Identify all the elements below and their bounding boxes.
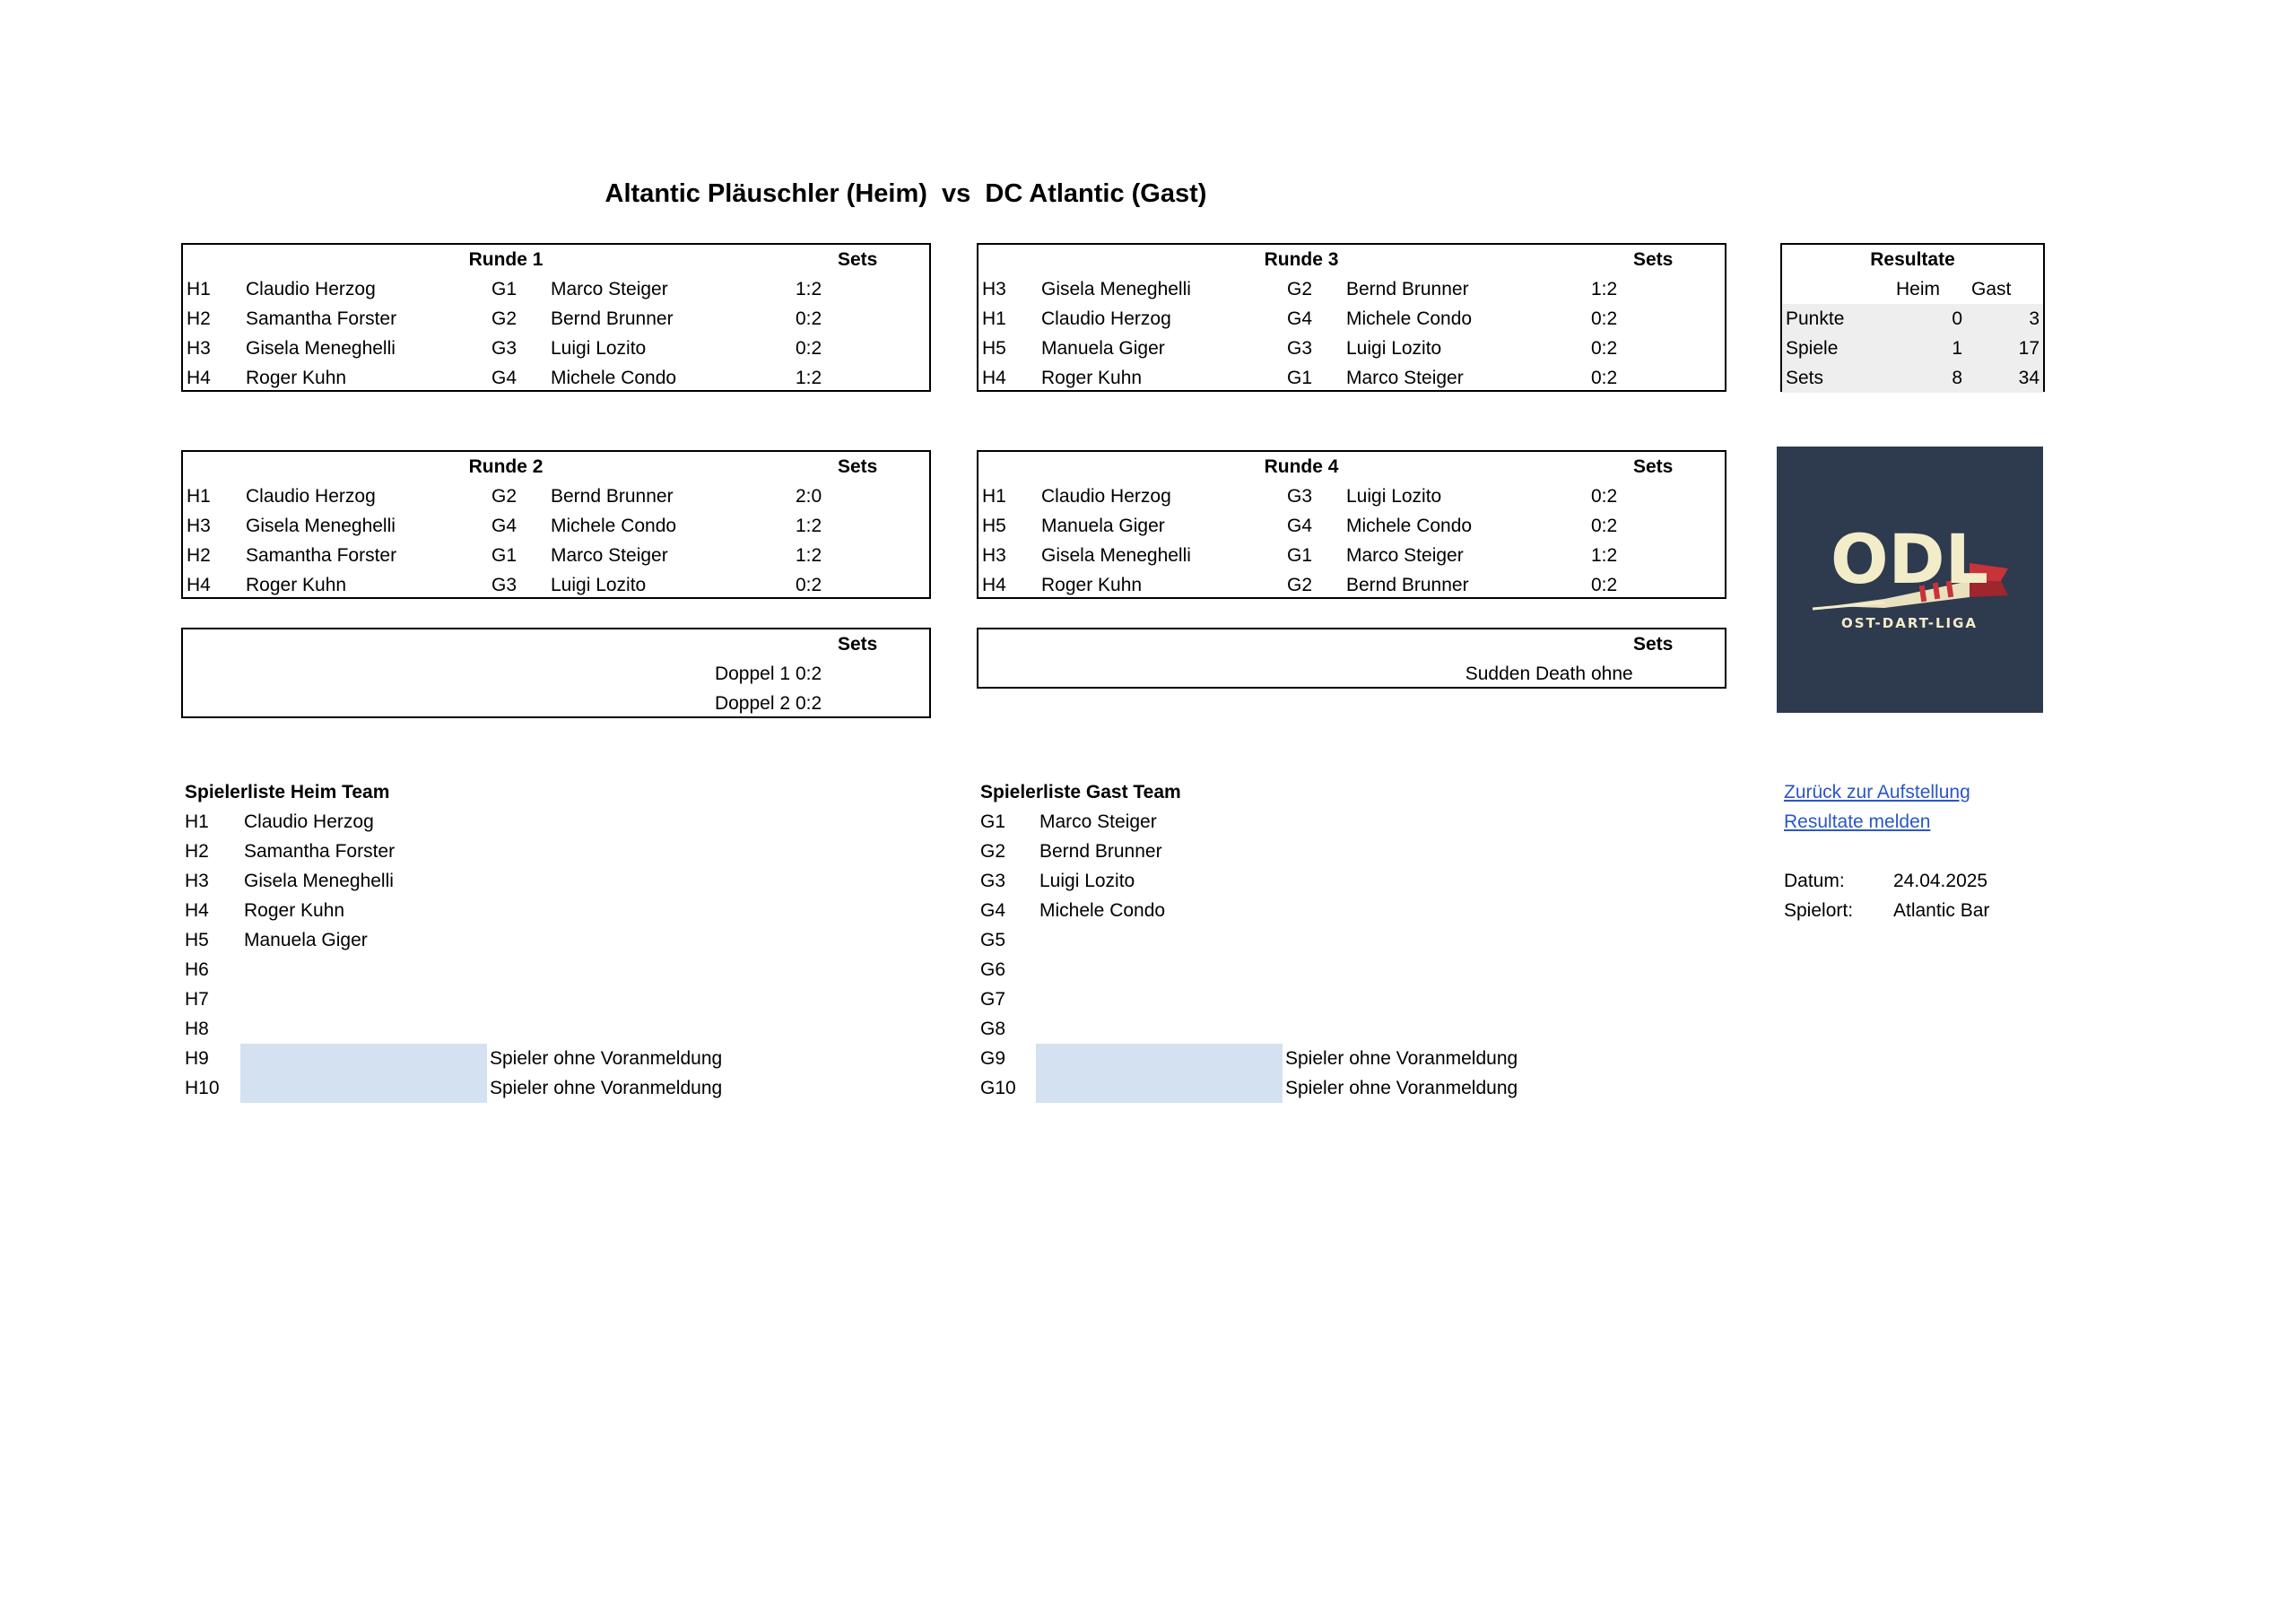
guest-player-name: Michele Condo (551, 516, 677, 536)
match-score: 1:2 (1591, 545, 1618, 566)
guest-player-name: Marco Steiger (1346, 545, 1464, 566)
guest-player-name: Marco Steiger (551, 279, 668, 299)
home-player-id: H4 (982, 368, 1006, 388)
home-player-id: H2 (187, 545, 211, 566)
results-row-heim: 1 (1952, 338, 1962, 359)
player-row (181, 925, 931, 955)
player-id: H6 (185, 959, 209, 980)
match-score: 0:2 (1591, 516, 1618, 536)
results-row-label: Spiele (1786, 338, 1839, 359)
match-row (183, 304, 929, 334)
home-player-name: Claudio Herzog (1041, 486, 1171, 507)
player-name: Bernd Brunner (1039, 841, 1162, 862)
round-box-1 (181, 243, 931, 392)
results-box (1780, 243, 2045, 392)
home-player-id: H4 (187, 368, 211, 388)
player-note: Spieler ohne Voranmeldung (490, 1048, 723, 1069)
home-player-id: H3 (187, 516, 211, 536)
sets-header: Sets (838, 456, 878, 477)
player-name: Claudio Herzog (244, 811, 374, 832)
match-row (978, 304, 1725, 334)
guest-player-id: G4 (491, 368, 517, 388)
player-id: G4 (980, 900, 1006, 921)
guest-player-id: G4 (491, 516, 517, 536)
player-id: H8 (185, 1019, 209, 1039)
home-player-id: H1 (982, 486, 1006, 507)
sets-header: Sets (1633, 249, 1674, 270)
sets-header: Sets (1633, 456, 1674, 477)
player-id: H5 (185, 930, 209, 950)
player-name: Samantha Forster (244, 841, 396, 862)
match-row (978, 570, 1725, 600)
player-row (977, 955, 1726, 984)
player-id: H1 (185, 811, 209, 832)
match-score: 1:2 (796, 545, 822, 566)
home-player-name: Manuela Giger (1041, 516, 1165, 536)
home-player-name: Roger Kuhn (1041, 575, 1143, 595)
player-note: Spieler ohne Voranmeldung (1285, 1078, 1518, 1098)
player-row (181, 837, 931, 866)
venue-value: Atlantic Bar (1893, 900, 1990, 921)
match-row (183, 541, 929, 570)
player-name: Roger Kuhn (244, 900, 345, 921)
home-player-name: Roger Kuhn (1041, 368, 1143, 388)
home-player-name: Gisela Meneghelli (1041, 279, 1191, 299)
player-row (181, 1044, 931, 1073)
match-score: 1:2 (796, 516, 822, 536)
match-row (978, 334, 1725, 363)
doubles-2-score: 0:2 (796, 693, 822, 714)
doubles-2-label: Doppel 2 (714, 693, 790, 714)
match-score: 0:2 (1591, 308, 1618, 329)
match-score: 1:2 (796, 279, 822, 299)
guest-player-name: Luigi Lozito (551, 575, 647, 595)
svg-text:ODL: ODL (1830, 519, 1989, 599)
player-row (977, 1044, 1726, 1073)
dart-logo-icon (1777, 447, 2043, 713)
player-id: G2 (980, 841, 1006, 862)
player-row (977, 866, 1726, 896)
home-player-id: H3 (982, 279, 1006, 299)
guest-player-id: G1 (491, 545, 517, 566)
player-row (977, 837, 1726, 866)
match-score: 0:2 (796, 575, 822, 595)
results-heim-header: Heim (1896, 279, 1941, 299)
player-name: Marco Steiger (1039, 811, 1157, 832)
page-title: Altantic Pläuschler (Heim) vs DC Atlantic (Gast) (604, 179, 1207, 208)
home-player-name: Claudio Herzog (246, 279, 376, 299)
home-player-id: H4 (187, 575, 211, 595)
home-player-id: H1 (187, 486, 211, 507)
svg-text:OST-DART-LIGA: OST-DART-LIGA (1840, 615, 1979, 631)
guest-player-id: G1 (1287, 368, 1313, 388)
home-player-name: Claudio Herzog (1041, 308, 1171, 329)
player-id: G5 (980, 930, 1006, 950)
guest-player-name: Luigi Lozito (1346, 486, 1442, 507)
guest-player-id: G2 (491, 308, 517, 329)
player-note: Spieler ohne Voranmeldung (1285, 1048, 1518, 1069)
home-player-name: Gisela Meneghelli (246, 338, 396, 359)
match-score: 0:2 (796, 338, 822, 359)
home-player-id: H3 (187, 338, 211, 359)
player-row (977, 925, 1726, 955)
home-player-name: Roger Kuhn (246, 368, 347, 388)
match-row (978, 541, 1725, 570)
results-title: Resultate (1870, 249, 1955, 270)
player-row (977, 1073, 1726, 1103)
player-id: H2 (185, 841, 209, 862)
player-id: G10 (980, 1078, 1016, 1098)
player-name: Luigi Lozito (1039, 871, 1135, 891)
match-score: 0:2 (1591, 338, 1618, 359)
guest-player-name: Bernd Brunner (1346, 279, 1469, 299)
home-player-id: H1 (187, 279, 211, 299)
doubles-1-label: Doppel 1 (714, 664, 790, 684)
date-value: 24.04.2025 (1893, 871, 1988, 891)
player-row (977, 1014, 1726, 1044)
results-row-gast: 17 (2018, 338, 2039, 359)
round-title: Runde 4 (1264, 456, 1339, 477)
sets-header: Sets (1633, 634, 1674, 655)
guest-player-name: Bernd Brunner (551, 486, 674, 507)
player-name-input[interactable] (240, 1044, 487, 1073)
match-score: 0:2 (1591, 575, 1618, 595)
guest-list-title: Spielerliste Gast Team (980, 782, 1181, 802)
player-id: G1 (980, 811, 1006, 832)
guest-player-id: G2 (491, 486, 517, 507)
home-player-id: H5 (982, 338, 1006, 359)
player-name-input[interactable] (240, 1073, 487, 1103)
match-row (183, 511, 929, 541)
home-player-name: Claudio Herzog (246, 486, 376, 507)
match-row (183, 570, 929, 600)
results-row-label: Punkte (1786, 308, 1845, 329)
results-gast-header: Gast (1971, 279, 2012, 299)
player-id: G3 (980, 871, 1006, 891)
guest-player-name: Luigi Lozito (1346, 338, 1442, 359)
player-note: Spieler ohne Voranmeldung (490, 1078, 723, 1098)
player-name: Gisela Meneghelli (244, 871, 394, 891)
round-title: Runde 3 (1264, 249, 1339, 270)
match-row (183, 481, 929, 511)
home-list-title: Spielerliste Heim Team (185, 782, 390, 802)
guest-player-id: G3 (1287, 486, 1313, 507)
player-id: H7 (185, 989, 209, 1010)
home-player-id: H5 (982, 516, 1006, 536)
guest-player-id: G1 (1287, 545, 1313, 566)
player-id: H3 (185, 871, 209, 891)
guest-player-name: Bernd Brunner (551, 308, 674, 329)
player-name: Michele Condo (1039, 900, 1166, 921)
guest-player-name: Bernd Brunner (1346, 575, 1469, 595)
date-label: Datum: (1784, 871, 1845, 891)
match-row (183, 334, 929, 363)
guest-player-id: G1 (491, 279, 517, 299)
player-id: H10 (185, 1078, 220, 1098)
round-box-2 (181, 450, 931, 599)
home-player-id: H3 (982, 545, 1006, 566)
player-id: G8 (980, 1019, 1006, 1039)
player-row (181, 896, 931, 925)
match-score: 1:2 (1591, 279, 1618, 299)
player-name-input[interactable] (1036, 1044, 1283, 1073)
match-row (183, 274, 929, 304)
sets-header: Sets (838, 249, 878, 270)
player-row (181, 955, 931, 984)
match-score: 2:0 (796, 486, 822, 507)
guest-player-id: G3 (1287, 338, 1313, 359)
sudden-death-box (977, 628, 1726, 689)
player-row (181, 1073, 931, 1103)
guest-player-name: Michele Condo (551, 368, 677, 388)
match-score: 1:2 (796, 368, 822, 388)
guest-player-id: G3 (491, 575, 517, 595)
player-row (977, 896, 1726, 925)
doubles-1-score: 0:2 (796, 664, 822, 684)
guest-player-id: G2 (1287, 575, 1313, 595)
guest-player-id: G4 (1287, 516, 1313, 536)
player-row (181, 1014, 931, 1044)
player-id: H4 (185, 900, 209, 921)
home-player-name: Roger Kuhn (246, 575, 347, 595)
guest-player-name: Michele Condo (1346, 516, 1473, 536)
home-player-name: Gisela Meneghelli (1041, 545, 1191, 566)
match-row (978, 481, 1725, 511)
guest-player-name: Marco Steiger (1346, 368, 1464, 388)
guest-player-name: Marco Steiger (551, 545, 668, 566)
player-row (977, 984, 1726, 1014)
home-player-name: Manuela Giger (1041, 338, 1165, 359)
match-row (978, 363, 1725, 393)
player-id: G6 (980, 959, 1006, 980)
player-id: H9 (185, 1048, 209, 1069)
player-name-input[interactable] (1036, 1073, 1283, 1103)
home-player-name: Samantha Forster (246, 308, 397, 329)
match-score: 0:2 (1591, 486, 1618, 507)
odl-logo (1777, 447, 2043, 713)
player-row (181, 807, 931, 837)
match-score: 0:2 (796, 308, 822, 329)
round-title: Runde 2 (468, 456, 544, 477)
player-row (181, 866, 931, 896)
round-box-4 (977, 450, 1726, 599)
player-row (977, 807, 1726, 837)
match-row (183, 363, 929, 393)
match-row (978, 274, 1725, 304)
results-row-gast: 3 (2029, 308, 2039, 329)
results-row-gast: 34 (2018, 368, 2039, 388)
home-player-name: Gisela Meneghelli (246, 516, 396, 536)
sets-header: Sets (838, 634, 878, 655)
results-row-label: Sets (1786, 368, 1824, 388)
home-player-name: Samantha Forster (246, 545, 397, 566)
guest-player-id: G2 (1287, 279, 1313, 299)
player-id: G7 (980, 989, 1006, 1010)
home-player-id: H2 (187, 308, 211, 329)
player-name: Manuela Giger (244, 930, 368, 950)
guest-player-id: G4 (1287, 308, 1313, 329)
round-title: Runde 1 (468, 249, 544, 270)
match-score: 0:2 (1591, 368, 1618, 388)
doubles-box (181, 628, 931, 718)
guest-player-id: G3 (491, 338, 517, 359)
results-row-heim: 8 (1952, 368, 1962, 388)
back-to-lineup-link[interactable]: Zurück zur Aufstellung (1784, 782, 1970, 802)
round-box-3 (977, 243, 1726, 392)
sudden-death-label: Sudden Death (1465, 664, 1586, 684)
guest-player-name: Michele Condo (1346, 308, 1473, 329)
results-row-heim: 0 (1952, 308, 1962, 329)
guest-player-name: Luigi Lozito (551, 338, 647, 359)
home-player-id: H1 (982, 308, 1006, 329)
player-id: G9 (980, 1048, 1006, 1069)
venue-label: Spielort: (1784, 900, 1854, 921)
report-results-link[interactable]: Resultate melden (1784, 811, 1931, 832)
sudden-death-value: ohne (1591, 664, 1633, 684)
match-row (978, 511, 1725, 541)
home-player-id: H4 (982, 575, 1006, 595)
player-row (181, 984, 931, 1014)
